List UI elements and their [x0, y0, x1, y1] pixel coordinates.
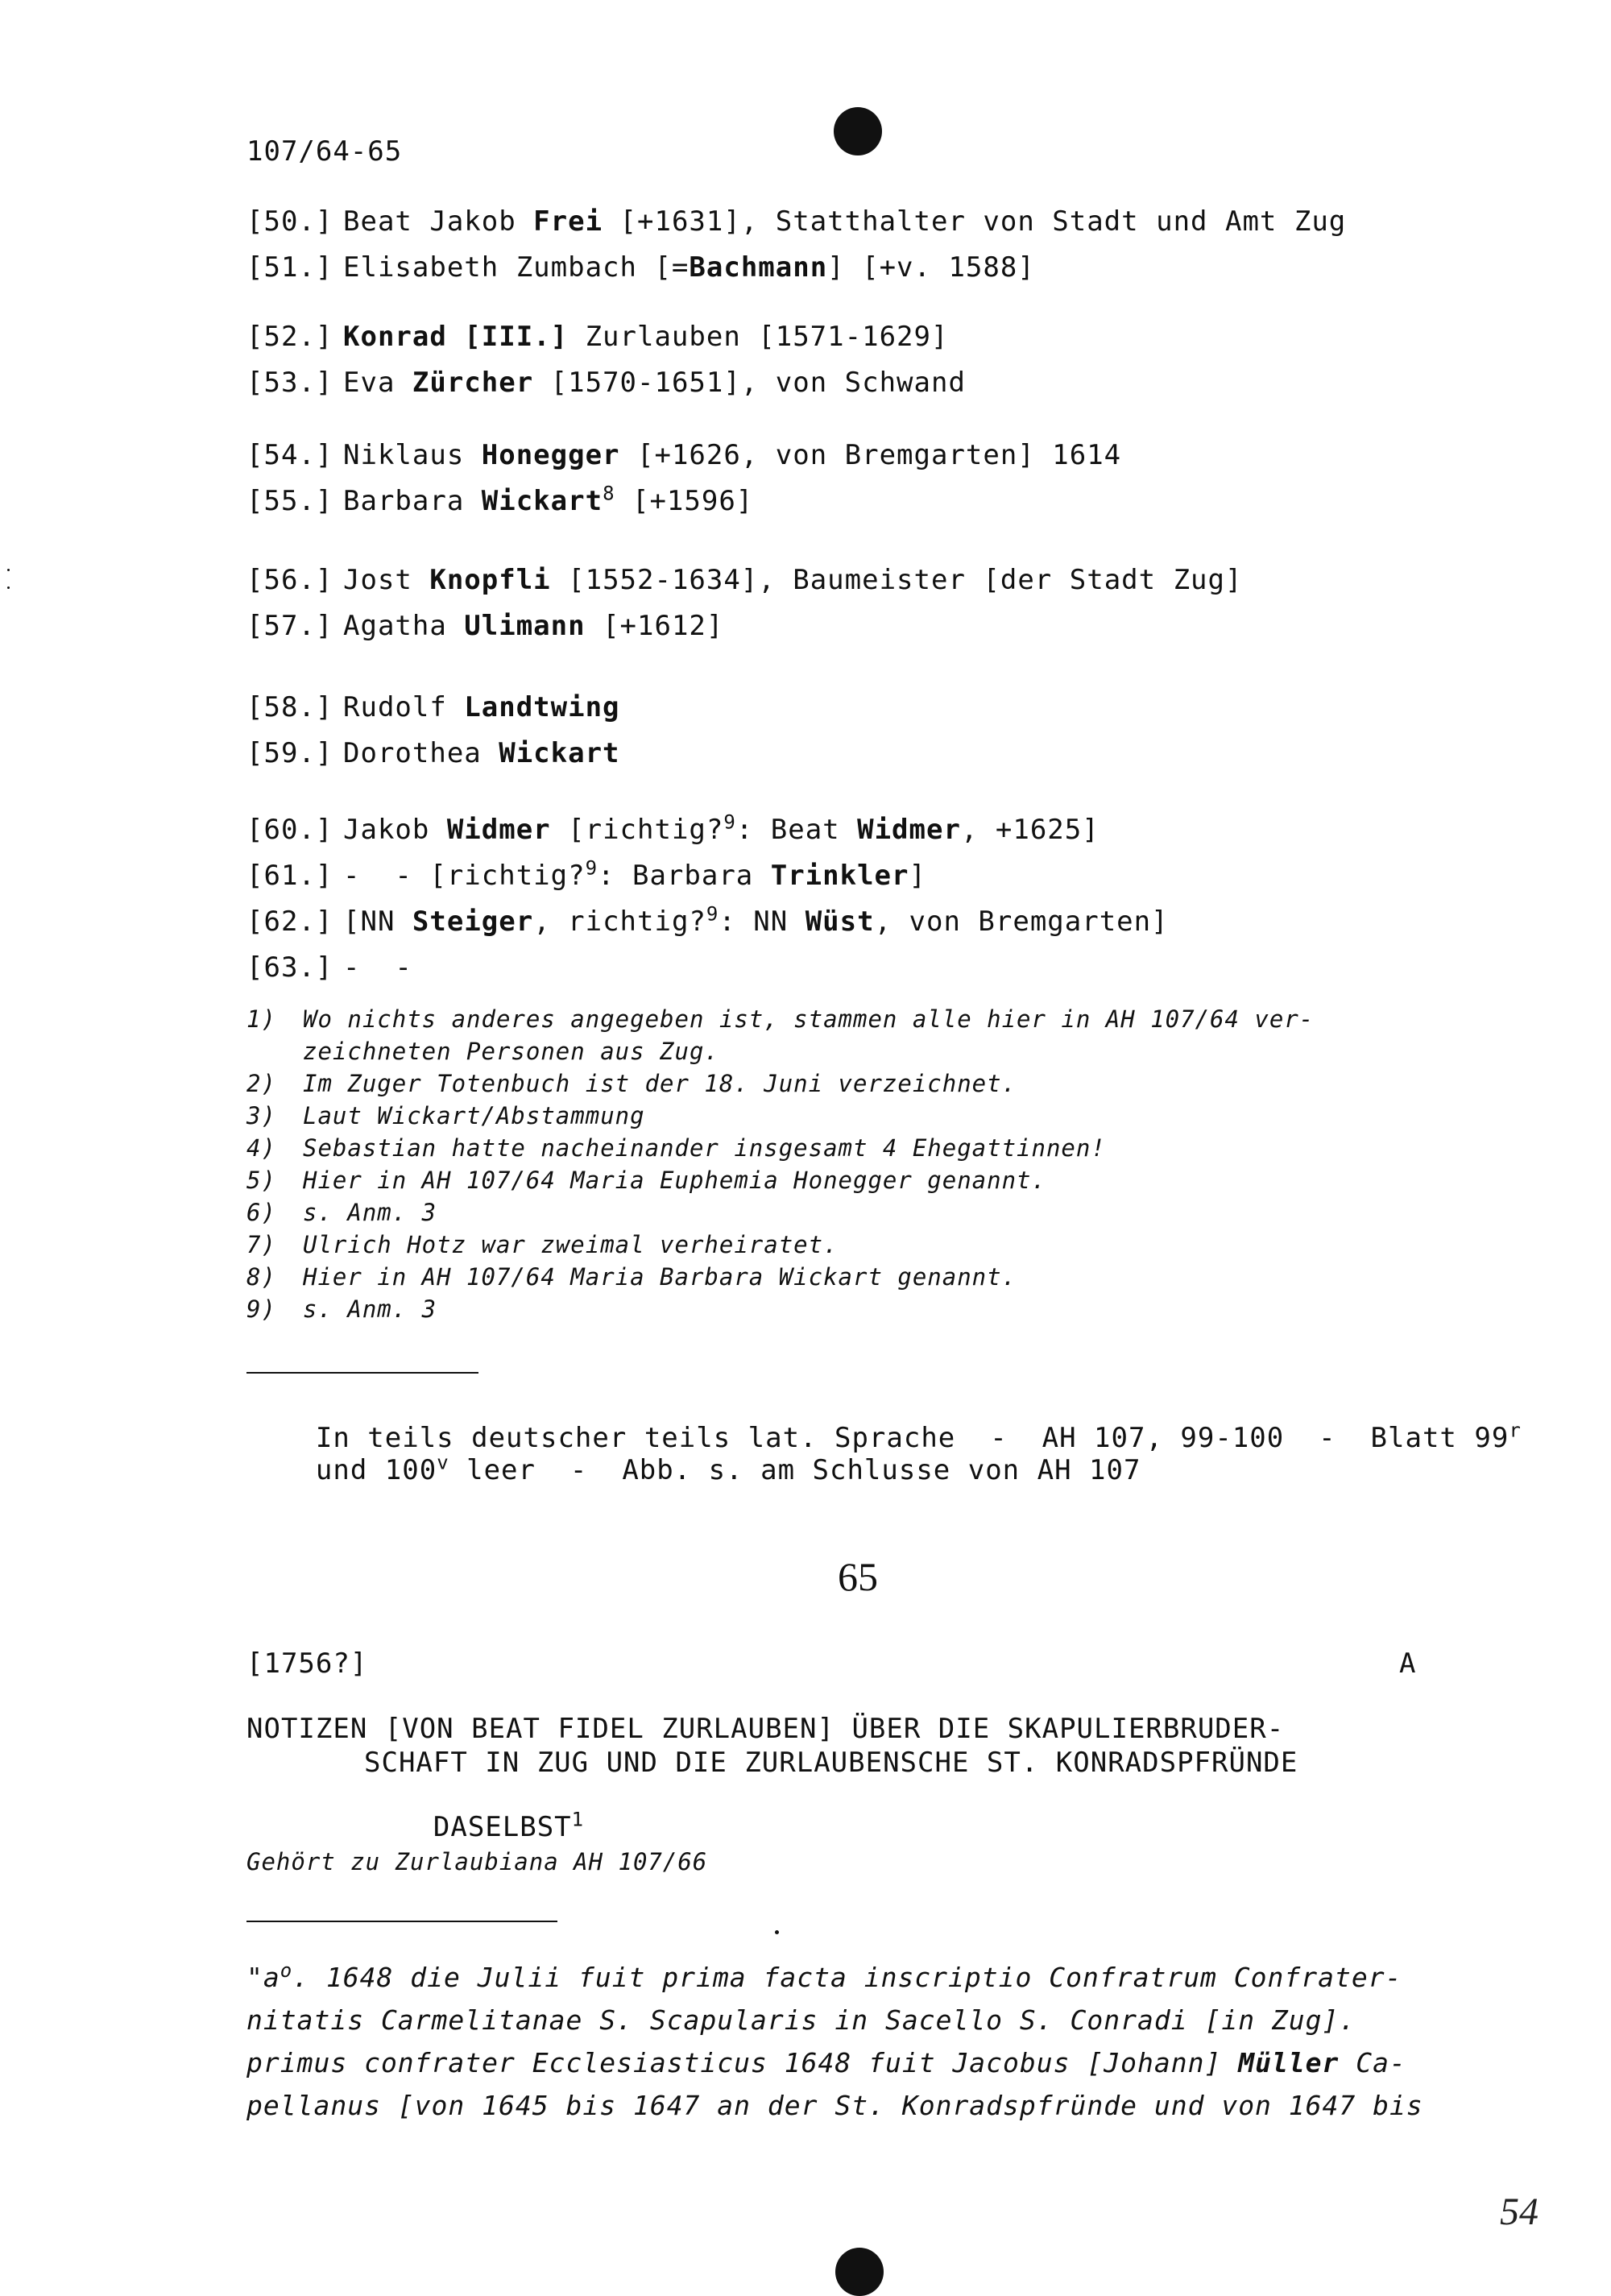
footnote-number: 8)	[246, 1263, 276, 1291]
entry-text: , richtig?	[533, 906, 706, 938]
source-note-line-2	[246, 1422, 1141, 1519]
entry-number: [63.]	[246, 951, 333, 984]
footnote-text: Hier in AH 107/64 Maria Euphemia Honegger genannt.	[303, 1167, 1046, 1194]
footnote-line	[246, 1199, 437, 1226]
entry-number: [57.]	[246, 610, 333, 642]
footnote-text: Im Zuger Totenbuch ist der 18. Juni verzeichnet.	[303, 1070, 1017, 1097]
entry-number: [61.]	[246, 860, 333, 892]
stray-dot	[775, 1930, 779, 1934]
entry-text: [1552-1634], Baumeister [der Stadt Zug]	[550, 564, 1243, 596]
footnote-line	[246, 1295, 437, 1323]
source-note-text: In teils deutscher teils lat. Sprache - AH 107, 99-100 - Blatt 99	[315, 1422, 1510, 1454]
entry-number: [50.]	[246, 205, 333, 238]
entry-text: [+1626, von Bremgarten] 1614	[619, 439, 1122, 471]
surname-text: Steiger	[412, 906, 534, 938]
entry-row	[246, 737, 620, 769]
footnote-text: Laut Wickart/Abstammung	[303, 1102, 645, 1129]
margin-speck	[7, 569, 10, 571]
entry-text: - -	[343, 951, 412, 984]
footnote-text: Sebastian hatte nacheinander insgesamt 4 Ehegattinnen!	[303, 1134, 1106, 1162]
surname-text: Wüst	[805, 906, 875, 938]
surname-text: Widmer	[446, 814, 551, 846]
entry-text: Niklaus	[343, 439, 482, 471]
surname-text: Bachmann	[689, 251, 828, 284]
handwritten-page-number: 54	[1500, 2190, 1539, 2233]
surname-text: Trinkler	[770, 860, 909, 892]
entry-text: Dorothea	[343, 737, 499, 769]
entry-text: - - [richtig?	[343, 860, 586, 892]
entry-text: [1570-1651], von Schwand	[533, 367, 966, 399]
recto-mark: r	[1509, 1419, 1522, 1442]
entry-text: [richtig?	[550, 814, 724, 846]
entry-row	[246, 691, 620, 723]
footnote-text: zeichneten Personen aus Zug.	[303, 1038, 719, 1065]
footnote-text: s. Anm. 3	[303, 1199, 437, 1226]
surname-text: Honegger	[481, 439, 620, 471]
entry-number: [56.]	[246, 564, 333, 596]
entry-number: [54.]	[246, 439, 333, 471]
footnote-line	[246, 1134, 1106, 1162]
footnote-reference: o	[280, 1959, 293, 1982]
footnote-line	[246, 1263, 1017, 1291]
source-note-text-2a: und 100	[315, 1454, 437, 1486]
entry-row	[246, 321, 948, 353]
body-line	[246, 2090, 1423, 2121]
source-note-text-2b: leer - Abb. s. am Schlusse von AH 107	[449, 1454, 1141, 1486]
punch-hole-bottom	[835, 2248, 884, 2296]
footnote-line	[246, 1005, 1314, 1033]
footnote-line	[246, 1038, 719, 1065]
entry-text: , +1625]	[960, 814, 1100, 846]
entry-text: : Barbara	[598, 860, 771, 892]
footnote-text: s. Anm. 3	[303, 1295, 437, 1323]
section-number: 65	[838, 1554, 878, 1599]
entry-number: [59.]	[246, 737, 333, 769]
footnote-reference: 8	[603, 482, 615, 505]
entry-row	[246, 810, 1100, 846]
entry-number: [62.]	[246, 906, 333, 938]
entry-text: : Beat	[735, 814, 858, 846]
entry-text: Agatha	[343, 610, 465, 642]
section-title-line-1: NOTIZEN [VON BEAT FIDEL ZURLAUBEN] ÜBER DIE SKAPULIERBRUDER-	[246, 1713, 1285, 1745]
entry-text: ]	[909, 860, 926, 892]
footnote-number: 3)	[246, 1102, 276, 1129]
entry-text: primus confrater Ecclesiasticus 1648 fuit Jacobus [Johann]	[246, 2047, 1239, 2078]
entry-row	[246, 610, 723, 642]
entry-text: Jakob	[343, 814, 447, 846]
surname-text: Widmer	[857, 814, 961, 846]
footnote-line	[246, 1102, 645, 1129]
entry-text: [NN	[343, 906, 412, 938]
entry-text: Eva	[343, 367, 412, 399]
footnote-rule	[246, 1372, 478, 1374]
entry-text: Rudolf	[343, 691, 465, 723]
margin-speck-2	[7, 586, 10, 589]
footnote-number: 6)	[246, 1199, 276, 1226]
entry-text: nitatis Carmelitanae S. Scapularis in Sacello S. Conradi [in Zug].	[246, 2004, 1356, 2036]
entry-row	[246, 902, 1169, 938]
footnote-number: 4)	[246, 1134, 276, 1162]
entry-row	[246, 856, 926, 892]
entry-text: Beat Jakob	[343, 205, 534, 238]
entry-number: [52.]	[246, 321, 333, 353]
entry-text: Zurlauben [1571-1629]	[568, 321, 949, 353]
footnote-reference: 9	[585, 856, 598, 880]
footnote-text: Hier in AH 107/64 Maria Barbara Wickart genannt.	[303, 1263, 1017, 1291]
entry-row	[246, 482, 754, 517]
entry-row	[246, 951, 412, 984]
footnote-reference: 9	[723, 810, 736, 834]
entry-text: ] [+v. 1588]	[827, 251, 1035, 284]
page-reference: 107/64-65	[246, 135, 403, 168]
entry-number: [60.]	[246, 814, 333, 846]
surname-text: Müller	[1238, 2047, 1340, 2078]
footnote-reference: 9	[706, 902, 719, 926]
title-footnote-mark: 1	[571, 1808, 585, 1831]
entry-row	[246, 439, 1121, 471]
entry-number: [55.]	[246, 485, 333, 517]
body-rule	[246, 1921, 557, 1922]
surname-text: Zürcher	[412, 367, 534, 399]
footnote-line	[246, 1231, 839, 1258]
belongs-to-note: Gehört zu Zurlaubiana AH 107/66	[246, 1848, 708, 1875]
footnote-number: 7)	[246, 1231, 276, 1258]
entry-text: [+1631], Statthalter von Stadt und Amt Zug	[603, 205, 1347, 238]
surname-text: Konrad [III.]	[343, 321, 569, 353]
entry-text: Elisabeth Zumbach [=	[343, 251, 690, 284]
footnote-line	[246, 1167, 1046, 1194]
entry-text: [+1612]	[585, 610, 724, 642]
section-title-line-3-text: DASELBST	[433, 1811, 572, 1843]
body-line	[246, 1959, 1402, 1993]
entry-text: [+1596]	[615, 485, 754, 517]
entry-row	[246, 564, 1242, 596]
entry-text: : NN	[719, 906, 806, 938]
surname-text: Wickart	[499, 737, 620, 769]
section-date: [1756?]	[246, 1647, 368, 1680]
footnote-number: 1)	[246, 1005, 276, 1033]
body-line	[246, 2047, 1406, 2078]
entry-text: "a	[246, 1962, 280, 1993]
entry-row	[246, 251, 1035, 284]
verso-mark: v	[437, 1451, 449, 1474]
entry-row	[246, 367, 966, 399]
footnote-number: 9)	[246, 1295, 276, 1323]
surname-text: Frei	[533, 205, 603, 238]
surname-text: Wickart	[481, 485, 603, 517]
surname-text: Ulimann	[464, 610, 586, 642]
entry-row	[246, 205, 1346, 238]
surname-text: Landtwing	[464, 691, 620, 723]
section-title-line-2: SCHAFT IN ZUG UND DIE ZURLAUBENSCHE ST. KONRADSPFRÜNDE	[364, 1747, 1298, 1779]
footnote-line	[246, 1070, 1017, 1097]
section-letter: A	[1399, 1647, 1417, 1680]
entry-text: , von Bremgarten]	[874, 906, 1169, 938]
entry-number: [58.]	[246, 691, 333, 723]
surname-text: Knopfli	[429, 564, 551, 596]
punch-hole-top	[834, 107, 882, 155]
entry-text: pellanus [von 1645 bis 1647 an der St. Konradspfründe und von 1647 bis	[246, 2090, 1423, 2121]
footnote-text: Wo nichts anderes angegeben ist, stammen alle hier in AH 107/64 ver-	[303, 1005, 1315, 1033]
entry-text: Jost	[343, 564, 430, 596]
entry-text: Barbara	[343, 485, 482, 517]
entry-text: Ca-	[1339, 2047, 1406, 2078]
footnote-text: Ulrich Hotz war zweimal verheiratet.	[303, 1231, 839, 1258]
entry-number: [53.]	[246, 367, 333, 399]
footnote-number: 2)	[246, 1070, 276, 1097]
entry-number: [51.]	[246, 251, 333, 284]
footnote-number: 5)	[246, 1167, 276, 1194]
entry-text: . 1648 die Julii fuit prima facta inscriptio Confratrum Confrater-	[292, 1962, 1402, 1993]
body-line	[246, 2004, 1356, 2036]
